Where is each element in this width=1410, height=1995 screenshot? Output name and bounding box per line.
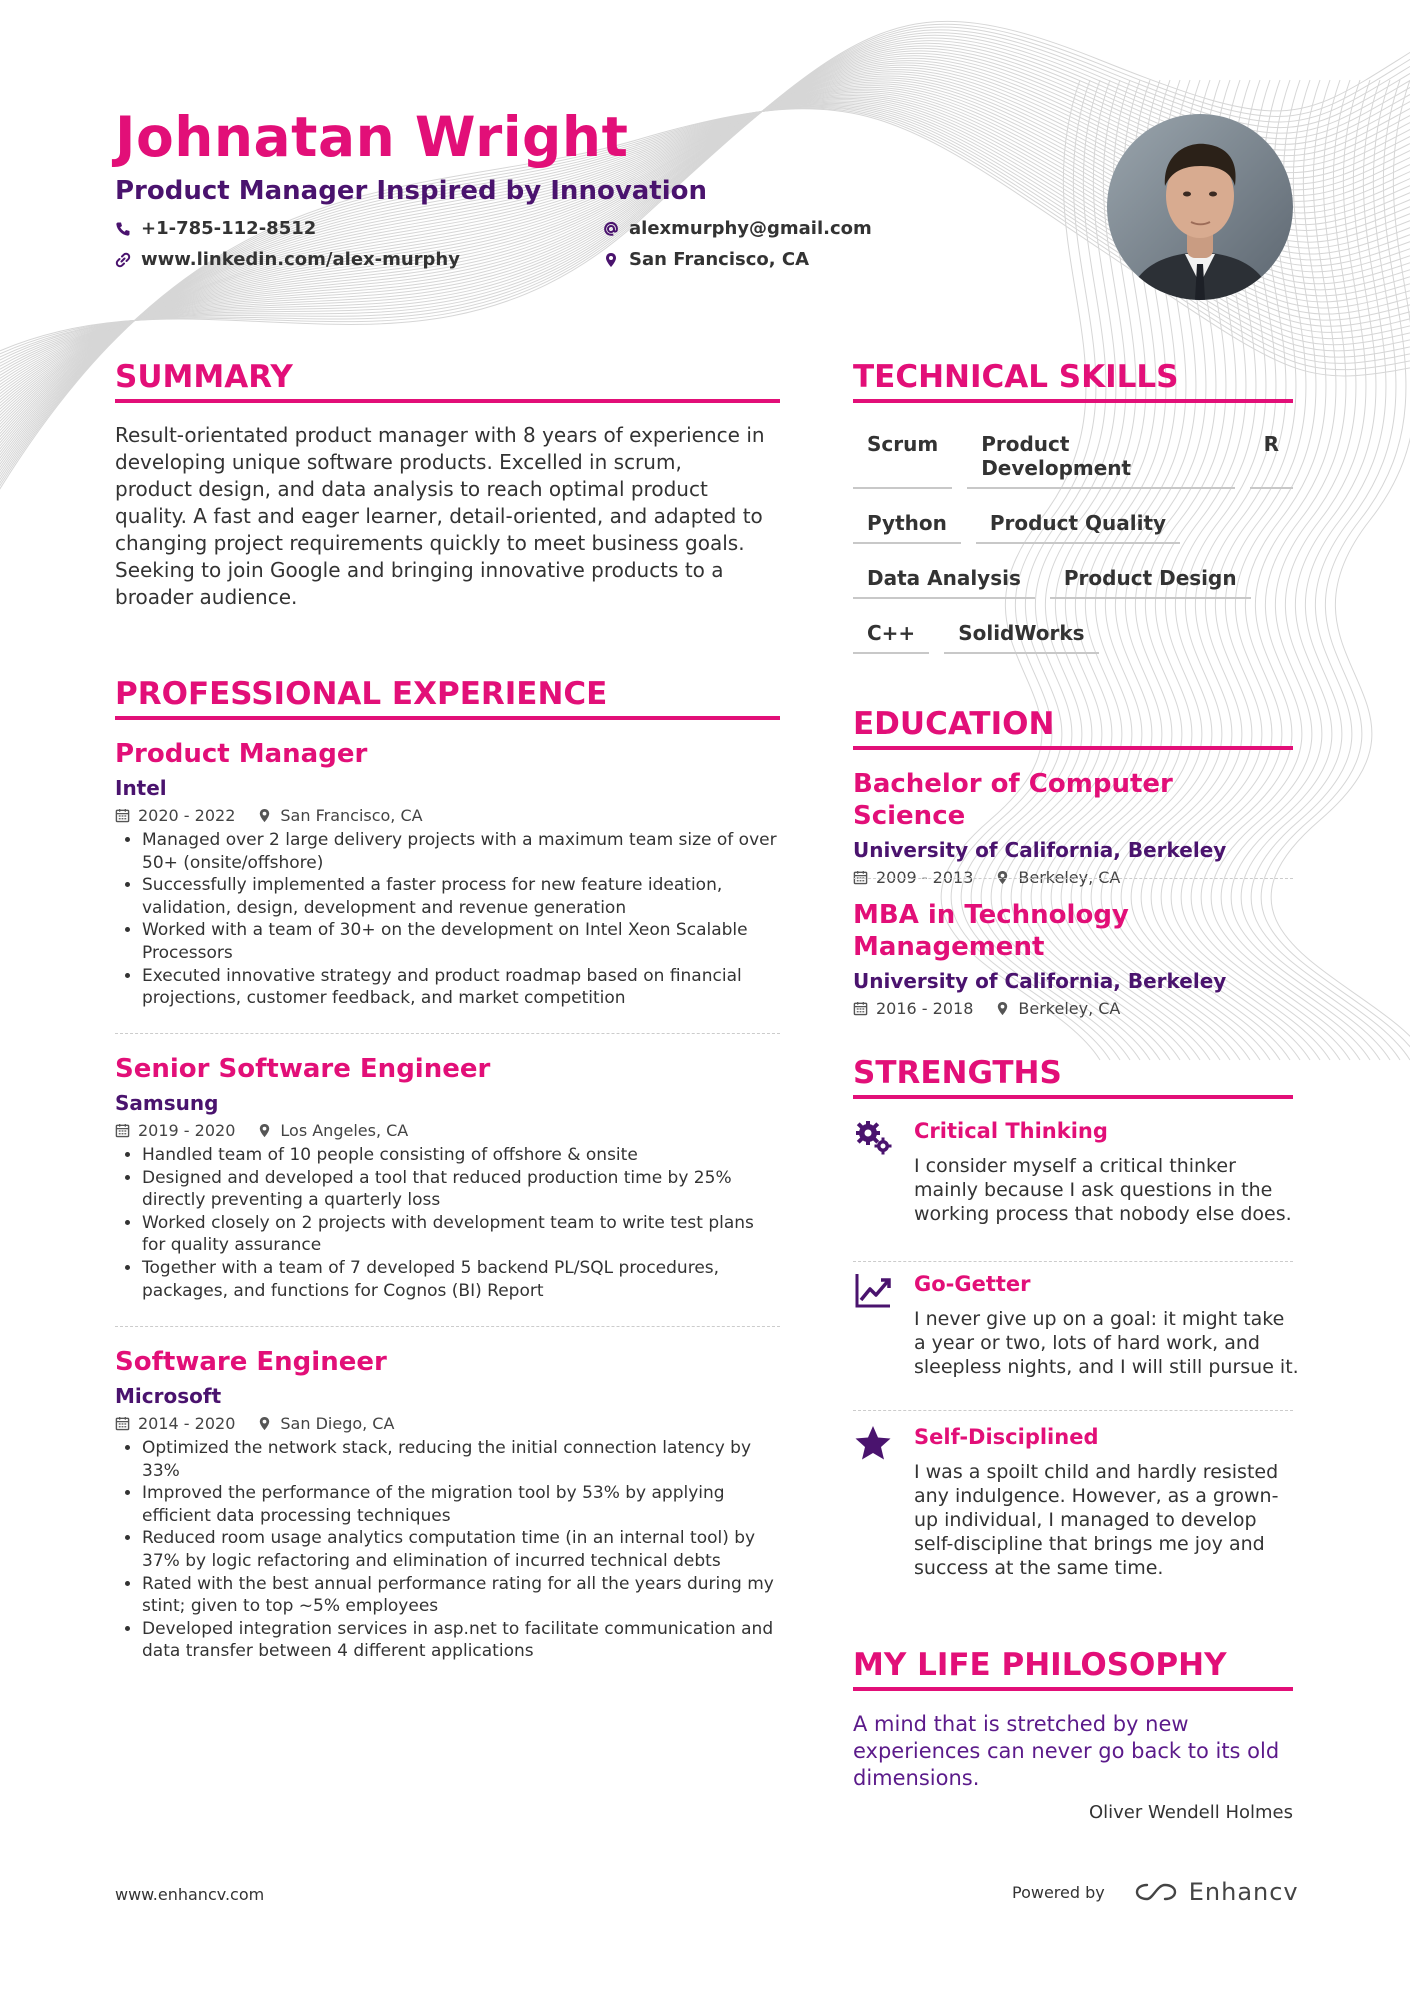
- skill-tag: C++: [853, 617, 929, 654]
- job-bullet: • Handled team of 10 people consisting of offshore & onsite: [142, 1144, 780, 1167]
- location-pin-icon: [603, 252, 619, 268]
- job-meta: [115, 806, 780, 825]
- candidate-headline: Product Manager Inspired by Innovation: [115, 176, 708, 206]
- job-title: Senior Software Engineer: [115, 1054, 491, 1084]
- strength-title: Critical Thinking: [914, 1119, 1108, 1143]
- strength-desc: I never give up on a goal: it might take a year or two, lots of hard work, and sleepless nights, and I will still pursue it.: [914, 1308, 1299, 1378]
- gears-icon: [853, 1117, 893, 1157]
- job-dates: 2019 - 2020: [138, 1121, 236, 1140]
- strength-item: [853, 1270, 1299, 1390]
- contact-location: [603, 249, 809, 270]
- divider: [115, 1033, 780, 1034]
- job-meta: [115, 1121, 780, 1140]
- location-pin-icon: [257, 1123, 272, 1138]
- powered-by-text: Powered by: [1012, 1882, 1105, 1902]
- strength-desc: I consider myself a critical thinker mainly because I ask questions in the working process that nobody else does.: [914, 1155, 1292, 1225]
- divider: [853, 878, 1293, 879]
- phone-icon: [115, 221, 131, 237]
- job-company: Intel: [115, 776, 167, 800]
- edu-location: Berkeley, CA: [1018, 868, 1121, 887]
- edu-dates: 2016 - 2018: [876, 999, 974, 1018]
- strength-desc: I was a spoilt child and hardly resisted any indulgence. However, as a grown-up individual, I managed to develop self-discipline that brings me joy and success at the same time.: [914, 1461, 1279, 1579]
- job-bullet: • Rated with the best annual performance rating for all the years during my stint; given to top ~5% employees: [142, 1573, 780, 1618]
- skills-list: [853, 428, 1293, 672]
- philosophy-heading: MY LIFE PHILOSOPHY: [853, 1647, 1293, 1691]
- job-location: San Francisco, CA: [280, 806, 423, 825]
- candidate-name: Johnatan Wright: [115, 105, 629, 169]
- skill-tag: R: [1250, 428, 1293, 489]
- edu-school: University of California, Berkeley: [853, 969, 1227, 993]
- edu-degree: MBA in Technology Management: [853, 900, 1129, 962]
- phone-text: +1-785-112-8512: [141, 218, 317, 239]
- summary-text: Result-orientated product manager with 8 years of experience in developing unique software products. Excelled in scrum, product design, and data analysis to reach optimal product quality. A fast and eager learner, detail-oriented, and adapted to changing project requirements quickly to meet business goals. Seeking to join Google and bringing innovative products to a broader audience.: [115, 423, 765, 609]
- location-pin-icon: [257, 808, 272, 823]
- strengths-heading: STRENGTHS: [853, 1055, 1293, 1099]
- quote-author: Oliver Wendell Holmes: [1088, 1802, 1293, 1823]
- summary-heading: SUMMARY: [115, 359, 780, 403]
- contact-phone: [115, 218, 316, 239]
- divider: [853, 1410, 1293, 1411]
- trend-chart-icon: [853, 1270, 893, 1310]
- job-bullets: [115, 829, 780, 1010]
- philosophy-quote: A mind that is stretched by new experiences can never go back to its old dimensions.: [853, 1712, 1280, 1790]
- edu-degree: Bachelor of Computer Science: [853, 769, 1173, 831]
- skill-tag: Product Quality: [976, 507, 1180, 544]
- skill-tag: Product Design: [1050, 562, 1251, 599]
- job-bullet: • Improved the performance of the migration tool by 53% by applying efficient data processing techniques: [142, 1482, 780, 1527]
- calendar-icon: [115, 1416, 130, 1431]
- edu-school: University of California, Berkeley: [853, 838, 1227, 862]
- skills-heading: TECHNICAL SKILLS: [853, 359, 1293, 403]
- job-bullet: • Worked closely on 2 projects with development team to write test plans for quality assurance: [142, 1212, 780, 1257]
- experience-heading: PROFESSIONAL EXPERIENCE: [115, 676, 780, 720]
- profile-photo: [1107, 114, 1293, 300]
- job-bullet: • Designed and developed a tool that reduced production time by 25% directly preventing a quarterly loss: [142, 1167, 780, 1212]
- job-company: Microsoft: [115, 1384, 222, 1408]
- strength-title: Go-Getter: [914, 1272, 1031, 1296]
- edu-dates: 2009 - 2013: [876, 868, 974, 887]
- education-heading: EDUCATION: [853, 706, 1293, 750]
- job-dates: 2014 - 2020: [138, 1414, 236, 1433]
- enhancv-logo-icon: [1133, 1880, 1179, 1904]
- skill-tag: Python: [853, 507, 961, 544]
- job-location: Los Angeles, CA: [280, 1121, 409, 1140]
- job-dates: 2020 - 2022: [138, 806, 236, 825]
- experience-entry: [115, 738, 780, 1010]
- experience-entry: [115, 1346, 780, 1663]
- strength-item: [853, 1117, 1293, 1237]
- job-bullet: • Managed over 2 large delivery projects with a maximum team size of over 50+ (onsite/offshore): [142, 829, 780, 874]
- job-company: Samsung: [115, 1091, 219, 1115]
- job-bullet: • Worked with a team of 30+ on the development on Intel Xeon Scalable Processors: [142, 919, 780, 964]
- star-icon: [853, 1423, 893, 1463]
- job-bullet: • Reduced room usage analytics computation time (in an internal tool) by 37% by logic refactoring and elimination of incurred technical debts: [142, 1527, 780, 1572]
- job-title: Product Manager: [115, 739, 368, 769]
- link-icon: [115, 252, 131, 268]
- job-title: Software Engineer: [115, 1347, 387, 1377]
- contact-email: [603, 218, 872, 239]
- enhancv-brand-text: Enhancv: [1188, 1878, 1299, 1906]
- job-bullets: [115, 1437, 780, 1663]
- skill-tag: SolidWorks: [944, 617, 1098, 654]
- experience-entry: [115, 1053, 780, 1302]
- education-entry: [853, 899, 1293, 1022]
- calendar-icon: [853, 1001, 868, 1016]
- job-bullet: • Executed innovative strategy and product roadmap based on financial projections, customer feedback, and market competition: [142, 965, 780, 1010]
- job-bullets: [115, 1144, 780, 1302]
- strength-item: [853, 1423, 1293, 1593]
- footer-branding: [1012, 1878, 1299, 1906]
- education-entry: [853, 768, 1293, 891]
- strength-title: Self-Disciplined: [914, 1425, 1099, 1449]
- job-bullet: • Optimized the network stack, reducing the initial connection latency by 33%: [142, 1437, 780, 1482]
- location-pin-icon: [257, 1416, 272, 1431]
- job-bullet: • Together with a team of 7 developed 5 backend PL/SQL procedures, packages, and functions for Cognos (BI) Report: [142, 1257, 780, 1302]
- enhancv-logo[interactable]: [1133, 1878, 1299, 1906]
- job-location: San Diego, CA: [280, 1414, 395, 1433]
- location-text: San Francisco, CA: [629, 249, 810, 270]
- skill-tag: Data Analysis: [853, 562, 1035, 599]
- skill-tag: Product Development: [967, 428, 1234, 489]
- job-meta: [115, 1414, 780, 1433]
- email-text: alexmurphy@gmail.com: [629, 218, 872, 239]
- calendar-icon: [115, 1123, 130, 1138]
- divider: [853, 1261, 1293, 1262]
- at-icon: [603, 221, 619, 237]
- location-pin-icon: [995, 1001, 1010, 1016]
- divider: [115, 1326, 780, 1327]
- edu-meta: [853, 999, 1293, 1018]
- job-bullet: • Developed integration services in asp.net to facilitate communication and data transfer between 4 different applications: [142, 1618, 780, 1663]
- footer-website[interactable]: www.enhancv.com: [115, 1885, 265, 1904]
- contact-linkedin: [115, 249, 460, 270]
- linkedin-text: www.linkedin.com/alex-murphy: [141, 249, 460, 270]
- edu-location: Berkeley, CA: [1018, 999, 1121, 1018]
- skill-tag: Scrum: [853, 428, 952, 489]
- calendar-icon: [115, 808, 130, 823]
- job-bullet: • Successfully implemented a faster process for new feature ideation, validation, design, development and revenue generation: [142, 874, 780, 919]
